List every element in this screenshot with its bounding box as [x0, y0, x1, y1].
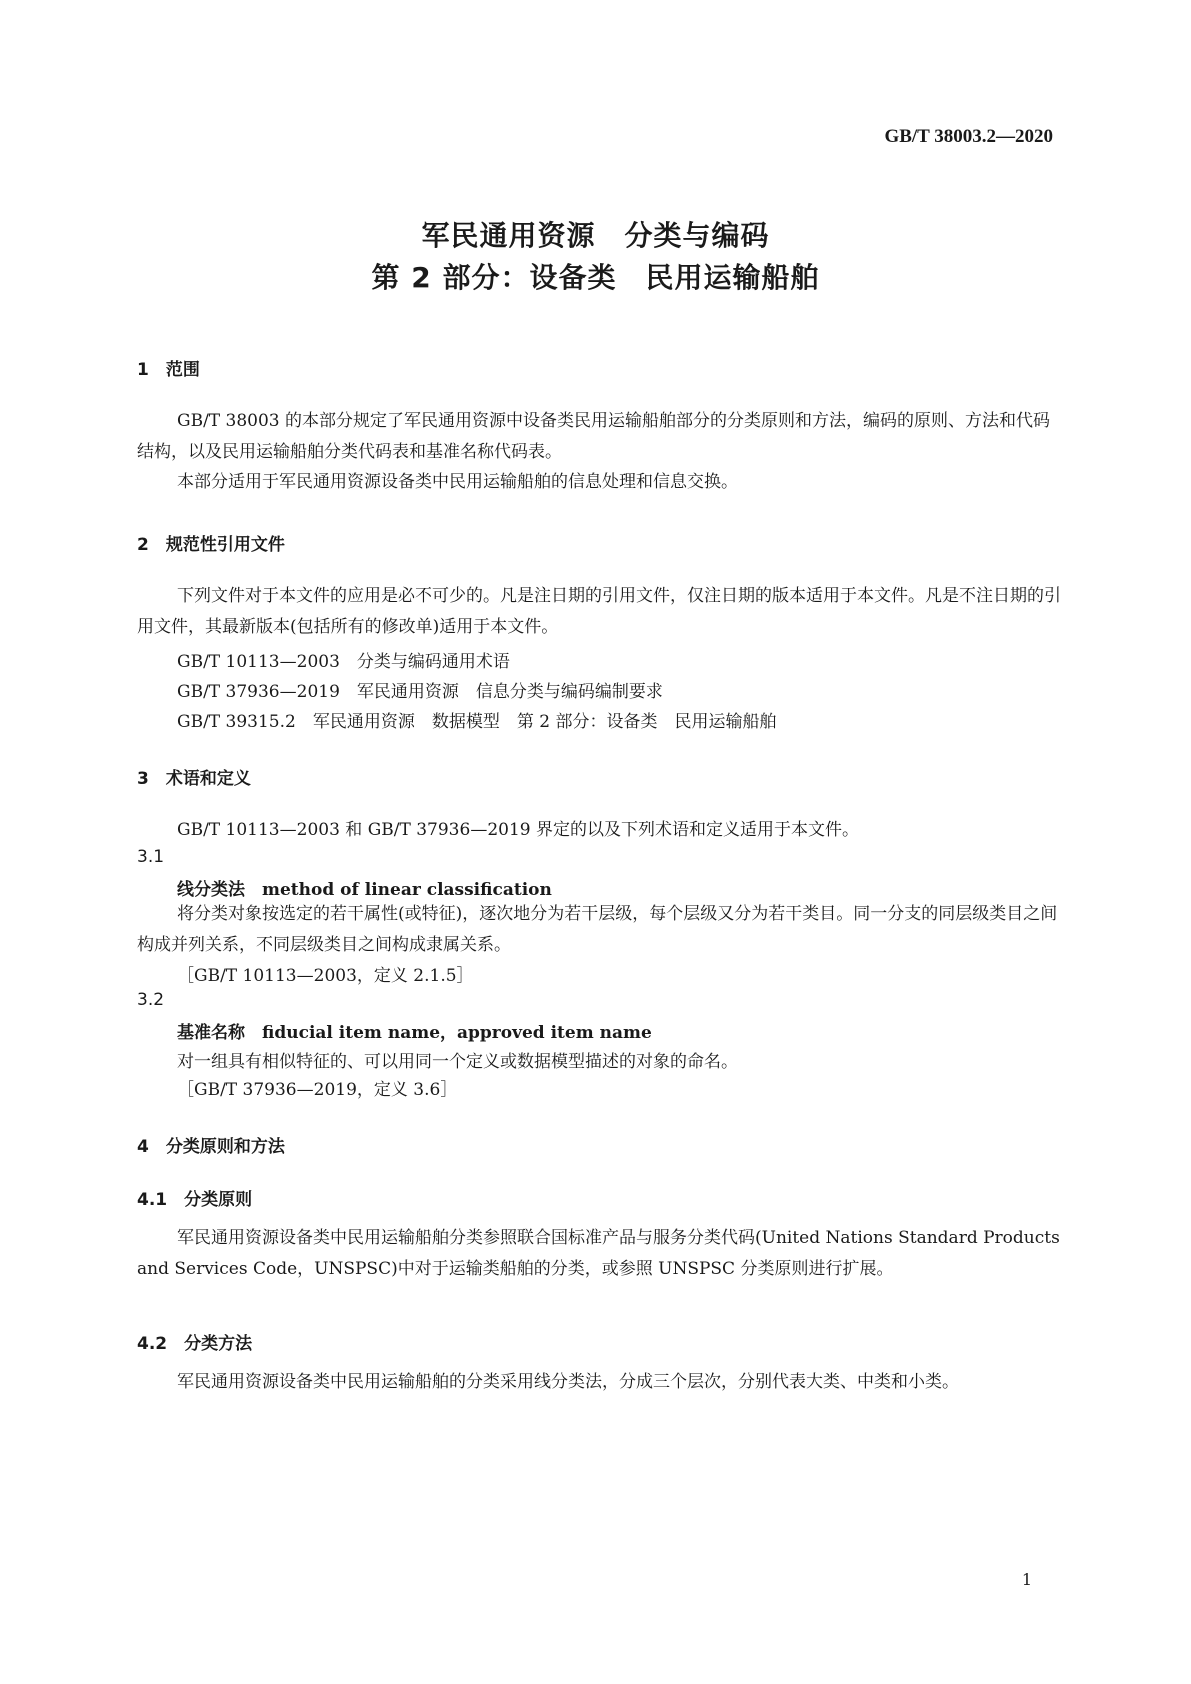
- term-name: 线分类法 method of linear classification: [177, 880, 552, 900]
- reference-item: GB/T 10113—2003 分类与编码通用术语: [177, 652, 510, 672]
- section-4-1-paragraph: 军民通用资源设备类中民用运输船舶分类参照联合国标准产品与服务分类代码(United Nations Standard Products and Services Code，UNSPSC)中对于运输类船舶的分类，或参照 UNSPSC 分类原则进行扩展。: [137, 1228, 1060, 1279]
- title-line-2: 第 2 部分：设备类 民用运输船舶: [371, 261, 820, 294]
- standard-number: GB/T 38003.2—2020: [884, 126, 1053, 147]
- section-4-2-heading: 4.2 分类方法: [137, 1334, 253, 1354]
- term-name: 基准名称 fiducial item name，approved item name: [177, 1023, 652, 1043]
- section-1-paragraph-2: 本部分适用于军民通用资源设备类中民用运输船舶的信息处理和信息交换。: [177, 472, 738, 492]
- section-3-paragraph-1: GB/T 10113—2003 和 GB/T 37936—2019 界定的以及下列术语和定义适用于本文件。: [177, 820, 859, 840]
- section-3-heading: 3 术语和定义: [137, 769, 251, 789]
- term-definition: 对一组具有相似特征的、可以用同一个定义或数据模型描述的对象的命名。: [177, 1052, 738, 1072]
- section-2-heading: 2 规范性引用文件: [137, 535, 285, 555]
- section-2-paragraph-1: 下列文件对于本文件的应用是必不可少的。凡是注日期的引用文件，仅注日期的版本适用于本文件。凡是不注日期的引用文件，其最新版本(包括所有的修改单)适用于本文件。: [137, 586, 1061, 637]
- term-number: 3.1: [137, 847, 165, 867]
- reference-item: GB/T 37936—2019 军民通用资源 信息分类与编码编制要求: [177, 682, 663, 702]
- title-line-1: 军民通用资源 分类与编码: [421, 219, 770, 252]
- term-definition: 将分类对象按选定的若干属性(或特征)，逐次地分为若干层级，每个层级又分为若干类目。同一分支的同层级类目之间构成并列关系，不同层级类目之间构成隶属关系。: [137, 904, 1058, 955]
- section-4-2-paragraph: 军民通用资源设备类中民用运输船舶的分类采用线分类法，分成三个层次，分别代表大类、中类和小类。: [177, 1372, 959, 1392]
- section-4-1-heading: 4.1 分类原则: [137, 1190, 253, 1210]
- page-number: 1: [1021, 1570, 1032, 1589]
- term-source: ［GB/T 37936—2019，定义 3.6］: [177, 1080, 458, 1100]
- reference-item: GB/T 39315.2 军民通用资源 数据模型 第 2 部分：设备类 民用运输船舶: [177, 712, 777, 732]
- section-4-heading: 4 分类原则和方法: [137, 1137, 285, 1157]
- section-1-paragraph-1: GB/T 38003 的本部分规定了军民通用资源中设备类民用运输船舶部分的分类原则和方法，编码的原则、方法和代码结构，以及民用运输船舶分类代码表和基准名称代码表。: [137, 411, 1051, 462]
- term-number: 3.2: [137, 990, 165, 1010]
- section-1-heading: 1 范围: [137, 360, 200, 380]
- term-source: ［GB/T 10113—2003，定义 2.1.5］: [177, 966, 474, 986]
